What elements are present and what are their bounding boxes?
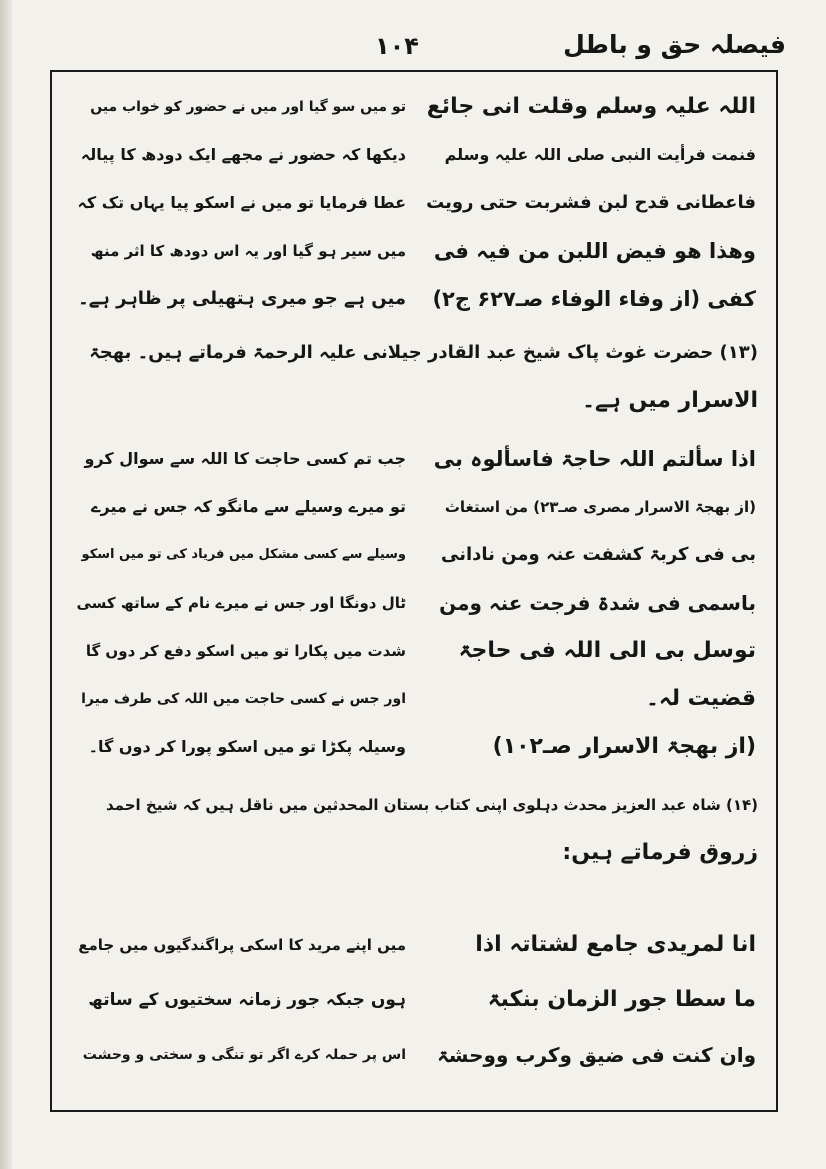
- arabic-line: باسمی فی شدۃ فرجت عنہ ومن: [439, 591, 756, 615]
- urdu-line: میں سیر ہو گیا اور یہ اس دودھ کا اثر منھ: [90, 242, 406, 260]
- page-header: [60, 30, 786, 68]
- page-title: فیصلہ حق و باطل: [563, 30, 786, 59]
- urdu-line: میں اپنے مرید کا اسکی پراگندگیوں میں جامع: [78, 936, 406, 954]
- urdu-line: ہوں جبکہ جور زمانہ سختیوں کے ساتھ: [88, 990, 406, 1010]
- urdu-line: دیکھا کہ حضور نے مجھے ایک دودھ کا پیالہ: [80, 145, 406, 164]
- reference-line: (از بھجۃ الاسرار صـ۱۰۲): [492, 734, 756, 759]
- page-number: ۱۰۴: [375, 32, 419, 60]
- urdu-line: میں ہے جو میری ہتھیلی پر ظاہر ہے۔: [78, 288, 406, 309]
- arabic-line: فاعطانی قدح لبن فشربت حتی رویت: [426, 192, 756, 213]
- urdu-line: جب تم کسی حاجت کا اللہ سے سوال کرو: [84, 449, 406, 468]
- urdu-line: عطا فرمایا تو میں نے اسکو پیا یہاں تک کہ: [77, 193, 406, 212]
- full-line: زروق فرماتے ہیں:: [562, 840, 758, 865]
- urdu-line: اور جس نے کسی حاجت میں اللہ کی طرف میرا: [81, 691, 406, 707]
- urdu-line: شدت میں پکارا تو میں اسکو دفع کر دوں گا: [85, 642, 406, 660]
- urdu-line: اس پر حملہ کرے اگر تو تنگی و سختی و وحشت: [82, 1047, 406, 1063]
- arabic-line: انا لمریدی جامع لشتاتہ اذا: [475, 932, 756, 957]
- arabic-line: وھذا ھو فیض اللبن من فیہ فی: [433, 239, 756, 263]
- full-line: (۱۴) شاہ عبد العزیز محدث دہلوی اپنی کتاب بستان المحدثین میں ناقل ہیں کہ شیخ احمد: [105, 796, 758, 814]
- arabic-line: کفی (از وفاء الوفاء صـ۶۲۷ ج۲): [432, 287, 756, 311]
- arabic-line: (از بھجۃ الاسرار مصری صـ۲۳) من استغاث: [444, 498, 756, 516]
- arabic-line: اللہ علیہ وسلم وقلت انی جائع: [426, 94, 756, 119]
- arabic-line: بی فی کربۃ کشفت عنہ ومن نادانی: [441, 544, 756, 565]
- arabic-line: وان کنت فی ضیق وکرب ووحشۃ: [437, 1043, 756, 1067]
- urdu-line: تو میرے وسیلے سے مانگو کہ جس نے میرے: [91, 497, 406, 516]
- urdu-line: وسیلہ پکڑا تو میں اسکو پورا کر دوں گا۔: [88, 737, 406, 756]
- urdu-line: وسیلے سے کسی مشکل میں فریاد کی تو میں اسکو: [81, 547, 406, 562]
- urdu-line: تو میں سو گیا اور میں نے حضور کو خواب میں: [90, 99, 406, 115]
- full-line: الاسرار میں ہے۔: [582, 388, 758, 413]
- arabic-line: قضیت لہ۔: [645, 686, 756, 711]
- arabic-line: ما سطا جور الزمان بنکبۃ: [487, 987, 756, 1012]
- book-gutter: [0, 0, 12, 1169]
- arabic-line: فنمت فرأیت النبی صلی اللہ علیہ وسلم: [444, 145, 756, 164]
- full-line: (۱۳) حضرت غوث پاک شیخ عبد القادر جیلانی علیہ الرحمۃ فرماتے ہیں۔ بھجۃ: [89, 342, 758, 363]
- arabic-line: توسل بی الی اللہ فی حاجۃ: [458, 638, 756, 663]
- arabic-line: اذا سألتم اللہ حاجۃ فاسألوہ بی: [433, 447, 756, 471]
- urdu-line: ٹال دونگا اور جس نے میرے نام کے ساتھ کسی: [76, 594, 406, 612]
